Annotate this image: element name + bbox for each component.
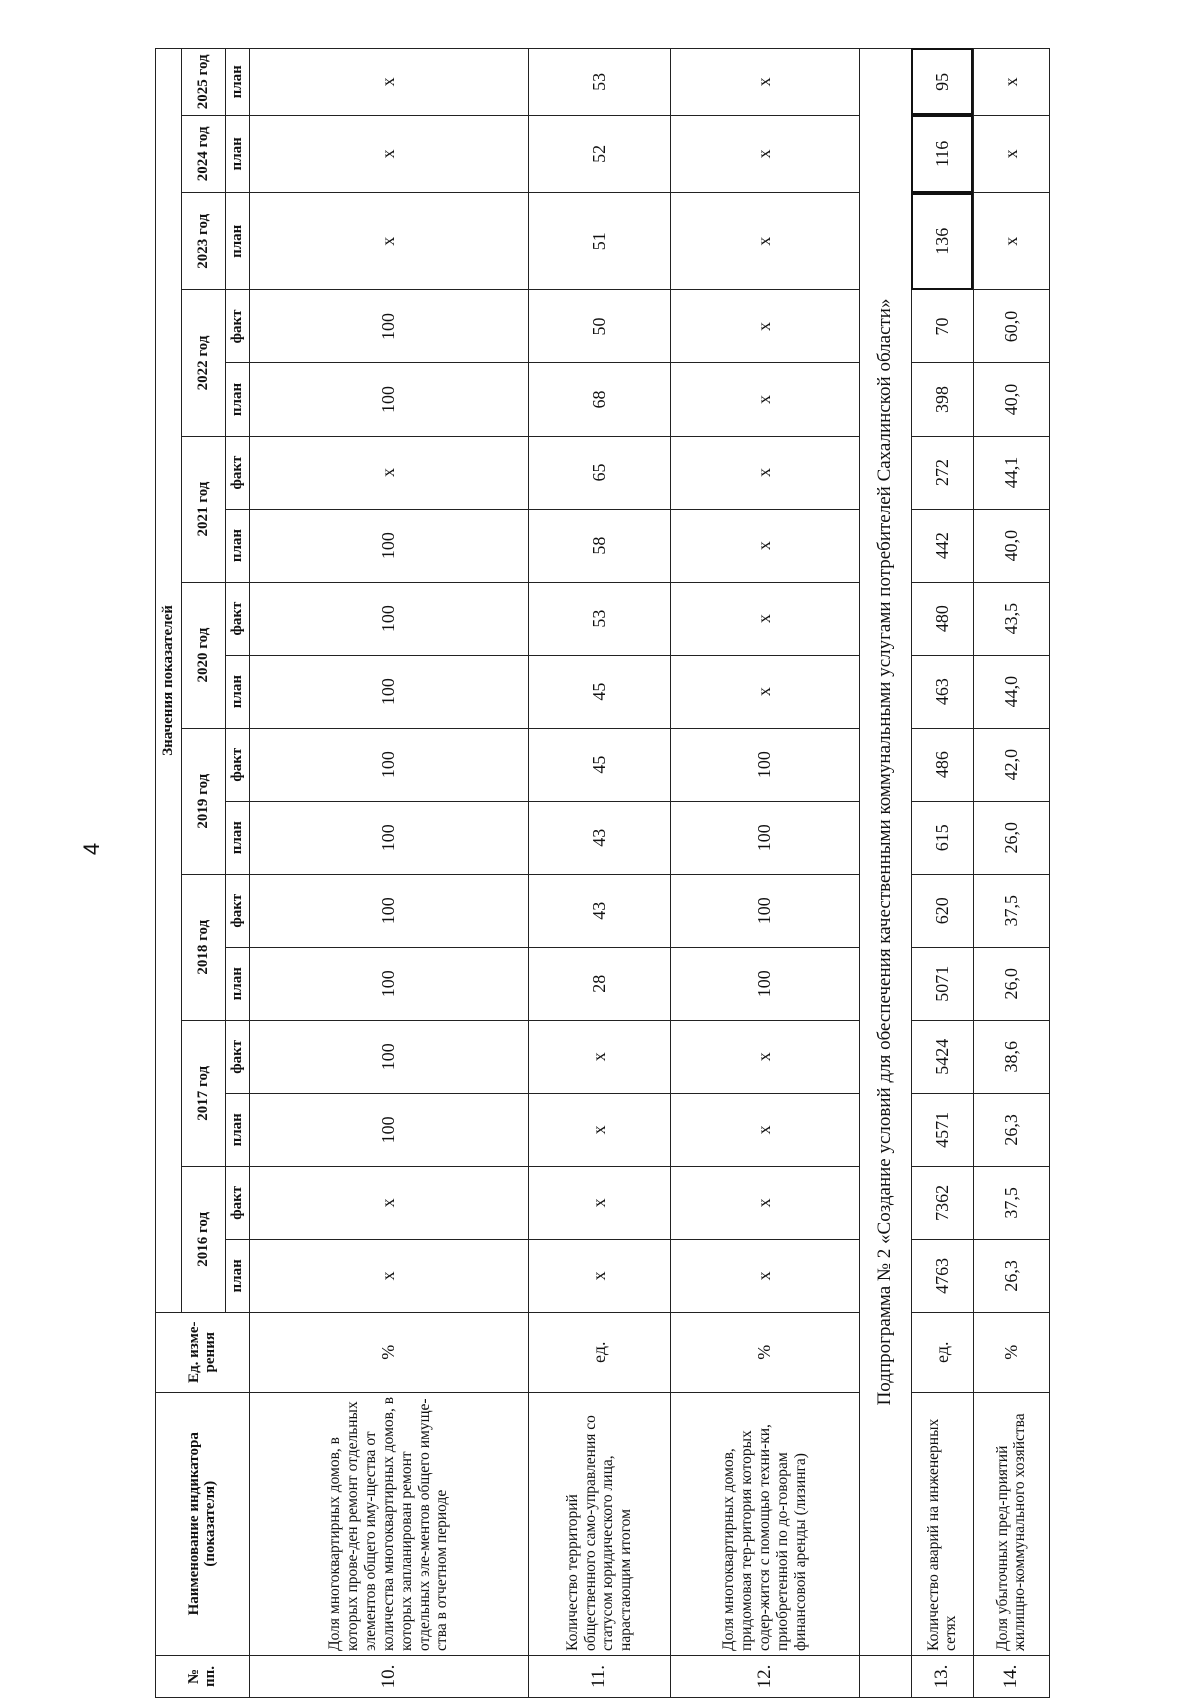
header-year: 2022 год: [182, 290, 226, 436]
table-row: [911, 49, 973, 1698]
table-row: [671, 49, 859, 1698]
row-value: 58: [528, 509, 671, 582]
header-plan: план: [226, 363, 250, 436]
row-value: х: [671, 363, 859, 436]
header-fact: факт: [226, 582, 250, 655]
row-name: Количество аварий на инженерных сетях: [911, 1392, 973, 1655]
row-value: 615: [911, 801, 973, 874]
row-value: 53: [528, 49, 671, 116]
row-name: Доля многоквартирных домов, придомовая тер-ритория которых содер-жится с помощью техни-ки, приобретенной по до-говорам финансовой аренды (лизинга): [671, 1392, 859, 1655]
row-value: х: [671, 1093, 859, 1166]
row-value: 116: [911, 115, 973, 192]
row-value: х: [528, 1239, 671, 1312]
row-value: 68: [528, 363, 671, 436]
header-fact: факт: [226, 1166, 250, 1239]
table-row: [528, 49, 671, 1698]
row-value: 44,1: [973, 436, 1049, 509]
header-year: 2018 год: [182, 874, 226, 1020]
row-value: 486: [911, 728, 973, 801]
row-value: 100: [250, 582, 529, 655]
header-plan: план: [226, 49, 250, 116]
header-year: 2024 год: [182, 115, 226, 192]
row-value: 43: [528, 801, 671, 874]
row-value: 37,5: [973, 1166, 1049, 1239]
row-value: 26,0: [973, 801, 1049, 874]
row-value: 45: [528, 728, 671, 801]
row-value: х: [528, 1166, 671, 1239]
row-value: 65: [528, 436, 671, 509]
indicators-table-rotated: [155, 48, 1050, 1698]
row-value: 7362: [911, 1166, 973, 1239]
row-value: 272: [911, 436, 973, 509]
row-value: 100: [671, 728, 859, 801]
row-value: 100: [671, 947, 859, 1020]
header-num: № пп.: [156, 1655, 250, 1697]
row-value: 5424: [911, 1020, 973, 1093]
row-value: 100: [671, 801, 859, 874]
row-value: 100: [250, 947, 529, 1020]
row-value: 44,0: [973, 655, 1049, 728]
table-row: [973, 49, 1049, 1698]
row-value: 26,3: [973, 1093, 1049, 1166]
row-value: 100: [250, 801, 529, 874]
row-value: 100: [250, 1093, 529, 1166]
row-value: 100: [250, 290, 529, 363]
indicators-table: [155, 48, 1050, 1698]
row-value: х: [973, 49, 1049, 116]
row-value: 100: [250, 874, 529, 947]
row-value: х: [973, 193, 1049, 290]
row-value: 95: [911, 49, 973, 116]
row-value: х: [671, 49, 859, 116]
row-unit: %: [250, 1312, 529, 1392]
row-value: 37,5: [973, 874, 1049, 947]
header-plan: план: [226, 115, 250, 192]
row-value: 4571: [911, 1093, 973, 1166]
header-year: 2021 год: [182, 436, 226, 582]
row-name: Доля убыточных пред-приятий жилищно-коммунального хозяйства: [973, 1392, 1049, 1655]
row-value: 100: [250, 655, 529, 728]
row-value: 70: [911, 290, 973, 363]
row-value: 480: [911, 582, 973, 655]
row-value: х: [671, 1166, 859, 1239]
row-unit: ед.: [911, 1312, 973, 1392]
header-plan: план: [226, 947, 250, 1020]
row-value: 5071: [911, 947, 973, 1020]
header-year: 2019 год: [182, 728, 226, 874]
row-value: х: [671, 436, 859, 509]
row-value: 53: [528, 582, 671, 655]
header-plan: план: [226, 509, 250, 582]
header-plan: план: [226, 801, 250, 874]
row-value: 26,3: [973, 1239, 1049, 1312]
row-value: 60,0: [973, 290, 1049, 363]
row-value: 442: [911, 509, 973, 582]
row-value: х: [671, 290, 859, 363]
row-value: х: [250, 436, 529, 509]
row-value: 43,5: [973, 582, 1049, 655]
row-value: х: [528, 1020, 671, 1093]
header-year: 2025 год: [182, 49, 226, 116]
row-value: 136: [911, 193, 973, 290]
subprogram-row: [859, 49, 911, 1698]
page-number: 4: [79, 842, 105, 856]
row-value: х: [250, 193, 529, 290]
header-fact: факт: [226, 436, 250, 509]
row-value: х: [671, 655, 859, 728]
header-year: 2016 год: [182, 1166, 226, 1312]
header-plan: план: [226, 1093, 250, 1166]
row-value: 43: [528, 874, 671, 947]
row-num: 10.: [250, 1655, 529, 1697]
row-value: х: [671, 582, 859, 655]
row-value: х: [250, 49, 529, 116]
header-fact: факт: [226, 290, 250, 363]
subprogram-title: Подпрограмма № 2 «Создание условий для обеспечения качественными коммунальными услугами потребителей Сахалинской области»: [859, 49, 911, 1656]
row-value: 45: [528, 655, 671, 728]
header-year: 2017 год: [182, 1020, 226, 1166]
row-value: 28: [528, 947, 671, 1020]
row-value: 100: [671, 874, 859, 947]
row-num: 11.: [528, 1655, 671, 1697]
row-value: 52: [528, 115, 671, 192]
header-fact: факт: [226, 874, 250, 947]
row-name: Количество территорий общественного само-управления со статусом юридического лица, нарастающим итогом: [528, 1392, 671, 1655]
row-value: х: [671, 193, 859, 290]
row-value: 100: [250, 728, 529, 801]
row-value: х: [528, 1093, 671, 1166]
header-year: 2023 год: [182, 193, 226, 290]
table-row: [250, 49, 529, 1698]
header-plan: план: [226, 655, 250, 728]
row-value: х: [671, 115, 859, 192]
header-name: Наименование индикатора (показателя): [156, 1392, 250, 1655]
row-value: х: [250, 1239, 529, 1312]
row-value: 100: [250, 363, 529, 436]
row-value: 50: [528, 290, 671, 363]
row-name: Доля многоквартирных домов, в которых прове-ден ремонт отдельных элементов общего иму-щества от количества многоквартирных домов, в которых запланирован ремонт отдельных эле-ментов общего имуще-ства в отчетном периоде: [250, 1392, 529, 1655]
row-num: 13.: [911, 1655, 973, 1697]
row-value: 38,6: [973, 1020, 1049, 1093]
row-unit: ед.: [528, 1312, 671, 1392]
row-value: 100: [250, 1020, 529, 1093]
row-value: 40,0: [973, 509, 1049, 582]
row-value: 51: [528, 193, 671, 290]
row-num: 12.: [671, 1655, 859, 1697]
row-value: 463: [911, 655, 973, 728]
row-value: х: [671, 1239, 859, 1312]
row-unit: %: [973, 1312, 1049, 1392]
header-plan: план: [226, 1239, 250, 1312]
header-unit: Ед. изме-рения: [156, 1312, 250, 1392]
row-unit: %: [671, 1312, 859, 1392]
header-year: 2020 год: [182, 582, 226, 728]
row-value: 620: [911, 874, 973, 947]
header-plan: план: [226, 193, 250, 290]
row-num: 14.: [973, 1655, 1049, 1697]
row-value: 398: [911, 363, 973, 436]
header-fact: факт: [226, 728, 250, 801]
row-value: х: [250, 1166, 529, 1239]
row-value: х: [671, 509, 859, 582]
row-value: 40,0: [973, 363, 1049, 436]
row-value: 26,0: [973, 947, 1049, 1020]
header-values-group: Значения показателей: [156, 49, 182, 1313]
header-fact: факт: [226, 1020, 250, 1093]
row-value: х: [250, 115, 529, 192]
row-value: 4763: [911, 1239, 973, 1312]
row-value: 100: [250, 509, 529, 582]
row-value: х: [973, 115, 1049, 192]
row-value: х: [671, 1020, 859, 1093]
row-value: 42,0: [973, 728, 1049, 801]
